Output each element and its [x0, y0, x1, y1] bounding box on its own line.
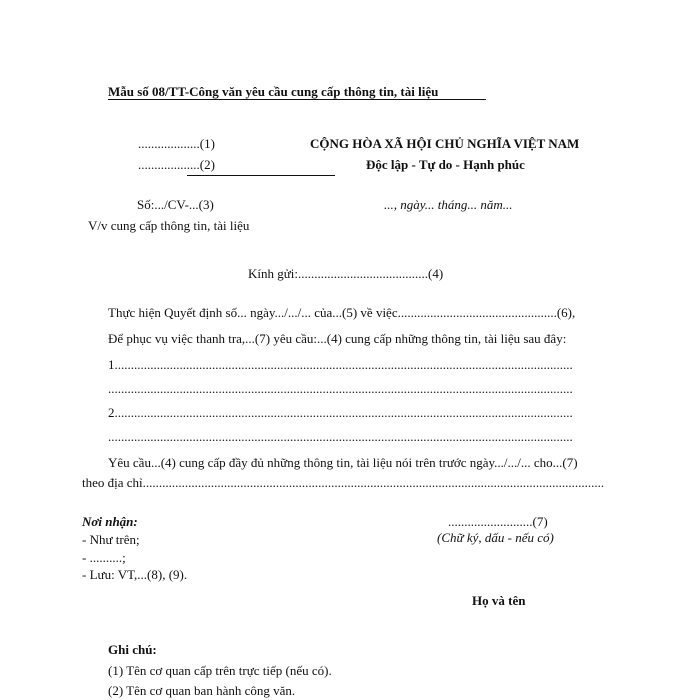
- document-subject: V/v cung cấp thông tin, tài liệu: [88, 218, 250, 233]
- signer-name: Họ và tên: [472, 593, 526, 608]
- document-number: Số:.../CV-...(3): [137, 197, 214, 212]
- org-underline: [187, 175, 335, 176]
- note-item: (2) Tên cơ quan ban hành công văn.: [108, 683, 296, 698]
- body-paragraph-3: Yêu cầu...(4) cung cấp đầy đủ những thông tin, tài liệu nói trên trước ngày.../.../... cho...(7): [108, 455, 578, 470]
- document-date: ..., ngày... tháng... năm...: [384, 197, 513, 212]
- recipient-line: - Lưu: VT,...(8), (9).: [82, 567, 188, 582]
- notes-heading: Ghi chú:: [108, 642, 157, 657]
- list-item-1: 1.............................................................................................................................................: [108, 357, 573, 372]
- national-title: CỘNG HÒA XÃ HỘI CHỦ NGHĨA VIỆT NAM: [310, 136, 580, 151]
- addressee-line: Kính gửi:........................................(4): [248, 266, 444, 281]
- recipients-heading: Nơi nhận:: [82, 514, 138, 529]
- title-underline: [108, 99, 486, 100]
- list-item-2-continuation: ...............................................................................................................................................: [108, 429, 573, 444]
- national-motto: Độc lập - Tự do - Hạnh phúc: [366, 157, 525, 172]
- issuing-org-parent: ...................(1): [138, 136, 215, 151]
- body-paragraph-2: Để phục vụ việc thanh tra,...(7) yêu cầu:...(4) cung cấp những thông tin, tài liệu sau đây:: [108, 331, 567, 346]
- form-title: Mẫu số 08/TT-Công văn yêu cầu cung cấp thông tin, tài liệu: [108, 84, 439, 99]
- recipient-line: - ..........;: [82, 550, 126, 565]
- list-item-2: 2.............................................................................................................................................: [108, 405, 573, 420]
- signer-title: ..........................(7): [448, 514, 548, 529]
- body-paragraph-3-continuation: theo địa chỉ..............................................................................................................................................: [82, 475, 605, 490]
- list-item-1-continuation: ...............................................................................................................................................: [108, 381, 573, 396]
- body-paragraph-1: Thực hiện Quyết định số... ngày.../.../... của...(5) về việc.................................................(6),: [108, 305, 576, 320]
- recipient-line: - Như trên;: [82, 532, 140, 547]
- issuing-org: ...................(2): [138, 157, 215, 172]
- signature-note: (Chữ ký, dấu - nếu có): [437, 530, 554, 545]
- note-item: (1) Tên cơ quan cấp trên trực tiếp (nếu có).: [108, 663, 332, 678]
